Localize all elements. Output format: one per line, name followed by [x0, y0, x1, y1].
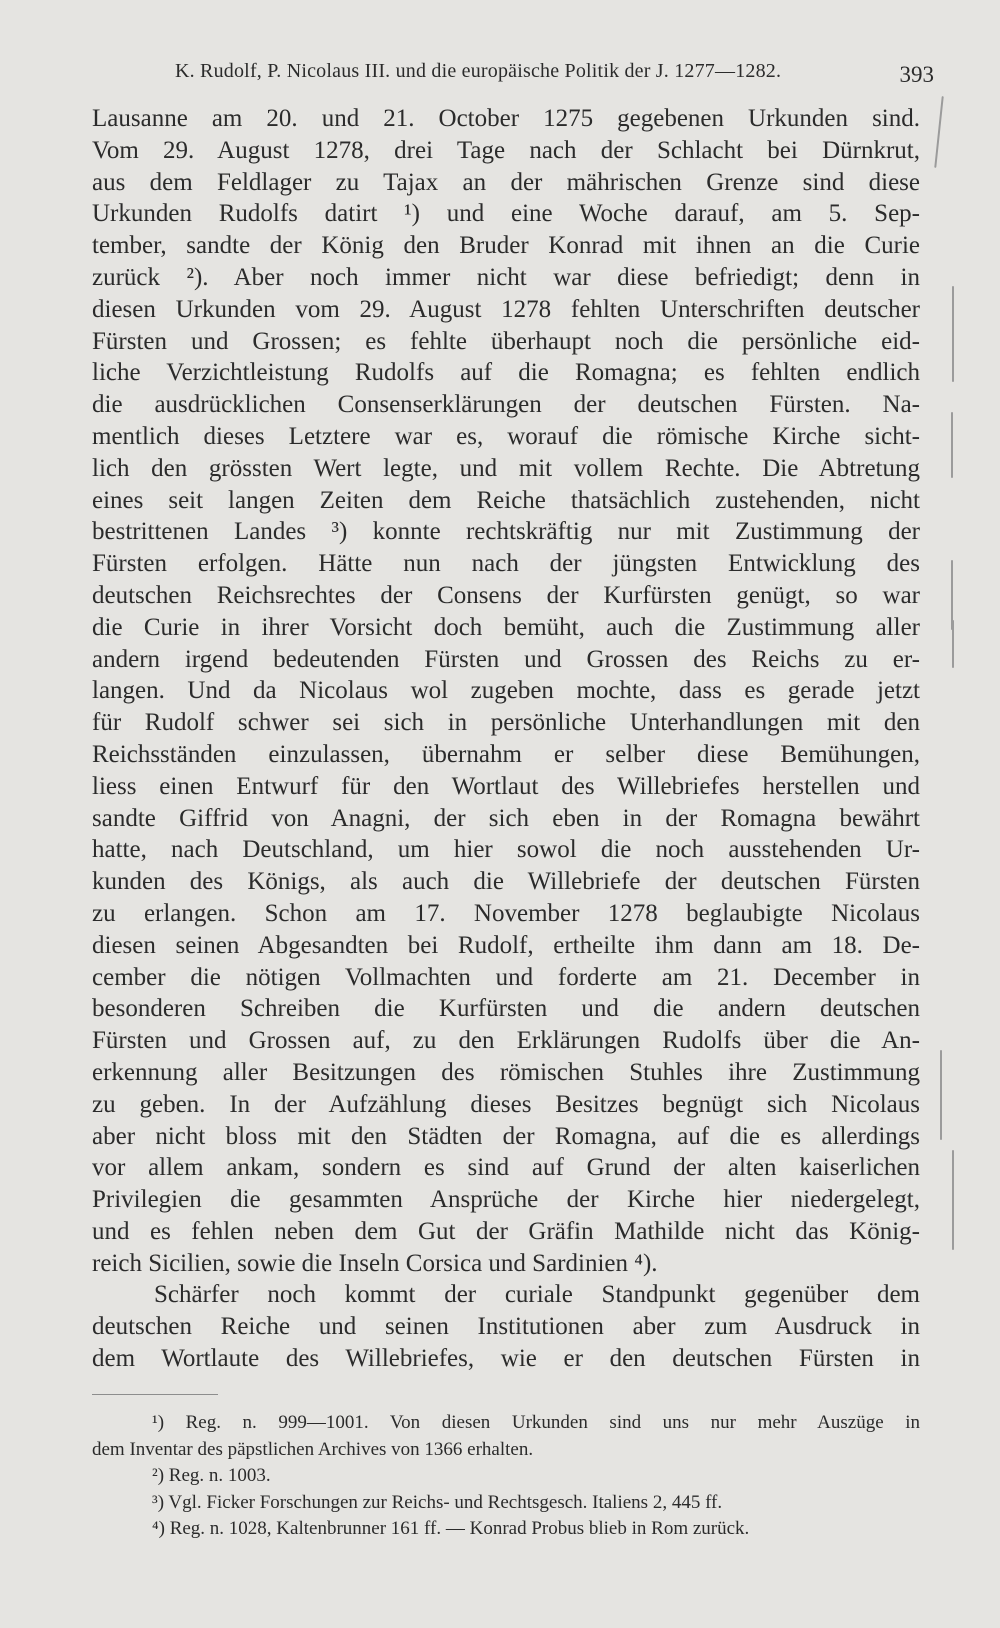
text-line: kunden des Königs, als auch die Willebriefe der deutschen Fürsten [92, 868, 920, 896]
text-line: lich den grössten Wert legte, und mit vollem Rechte. Die Abtretung [92, 454, 920, 482]
text-line: eines seit langen Zeiten dem Reiche thatsächlich zustehenden, nicht [92, 486, 920, 514]
text-line: und es fehlen neben dem Gut der Gräfin Mathilde nicht das König- [92, 1217, 920, 1245]
text-line: die Curie in ihrer Vorsicht doch bemüht, auch die Zustimmung aller [92, 613, 920, 641]
footnote-4: ⁴) Reg. n. 1028, Kaltenbrunner 161 ff. — Konrad Probus blieb in Rom zurück. [152, 1518, 750, 1540]
margin-pencil-mark [951, 412, 953, 478]
text-line: deutschen Reiche und seinen Institutionen aber zum Ausdruck in [92, 1313, 920, 1341]
text-line: zu erlangen. Schon am 17. November 1278 beglaubigte Nicolaus [92, 899, 920, 927]
text-line: Reichsständen einzulassen, übernahm er selber diese Bemühungen, [92, 740, 920, 768]
margin-pencil-mark [952, 620, 954, 668]
text-line: zu geben. In der Aufzählung dieses Besitzes begnügt sich Nicolaus [92, 1090, 920, 1118]
text-line: Urkunden Rudolfs datirt ¹) und eine Woche darauf, am 5. Sep- [92, 200, 920, 228]
text-line: Privilegien die gesammten Ansprüche der Kirche hier niedergelegt, [92, 1186, 920, 1214]
footnote-2: ²) Reg. n. 1003. [152, 1465, 271, 1487]
text-line: langen. Und da Nicolaus wol zugeben mochte, dass es gerade jetzt [92, 677, 920, 705]
footnote-3: ³) Vgl. Ficker Forschungen zur Reichs- und Rechtsgesch. Italiens 2, 445 ff. [152, 1491, 723, 1513]
text-line: diesen Urkunden vom 29. August 1278 fehlten Unterschriften deutscher [92, 295, 920, 323]
text-line: Fürsten und Grossen; es fehlte überhaupt noch die persönliche eid- [92, 327, 920, 355]
margin-pencil-mark [952, 1150, 954, 1250]
running-head [92, 56, 934, 86]
text-line: aber nicht bloss mit den Städten der Romagna, auf die es allerdings [92, 1122, 920, 1150]
text-line: die ausdrücklichen Consenserklärungen der deutschen Fürsten. Na- [92, 391, 920, 419]
footnotes [92, 1410, 920, 1543]
text-line: sandte Giffrid von Anagni, der sich eben in der Romagna bewährt [92, 804, 920, 832]
text-line: besonderen Schreiben die Kurfürsten und die andern deutschen [92, 995, 920, 1023]
paragraph-start-line: Schärfer noch kommt der curiale Standpunkt gegenüber dem [154, 1281, 920, 1309]
text-line: hatte, nach Deutschland, um hier sowol die noch ausstehenden Ur- [92, 836, 920, 864]
text-line: liess einen Entwurf für den Wortlaut des Willebriefes herstellen und [92, 772, 920, 800]
text-line: zurück ²). Aber noch immer nicht war diese befriedigt; denn in [92, 263, 920, 291]
text-line: erkennung aller Besitzungen des römischen Stuhles ihre Zustimmung [92, 1058, 920, 1086]
text-line: mentlich dieses Letztere war es, worauf die römische Kirche sicht- [92, 422, 920, 450]
text-line: Fürsten und Grossen auf, zu den Erklärungen Rudolfs über die An- [92, 1027, 920, 1055]
text-line: diesen seinen Abgesandten bei Rudolf, ertheilte ihm dann am 18. De- [92, 931, 920, 959]
footnote-1: ¹) Reg. n. 999—1001. Von diesen Urkunden sind uns nur mehr Auszüge in [152, 1412, 920, 1433]
footnote-rule [92, 1394, 218, 1395]
text-line: Fürsten erfolgen. Hätte nun nach der jüngsten Entwicklung des [92, 550, 920, 578]
text-line: bestrittenen Landes ³) konnte rechtskräftig nur mit Zustimmung der [92, 518, 920, 546]
text-line: Lausanne am 20. und 21. October 1275 gegebenen Urkunden sind. [92, 105, 920, 132]
footnote-1-continuation: dem Inventar des päpstlichen Archives von 1366 erhalten. [92, 1438, 534, 1460]
text-line: cember die nötigen Vollmachten und forderte am 21. December in [92, 963, 920, 991]
margin-pencil-mark [934, 96, 944, 168]
text-line: vor allem ankam, sondern es sind auf Grund der alten kaiserlichen [92, 1154, 920, 1182]
text-line: liche Verzichtleistung Rudolfs auf die Romagna; es fehlten endlich [92, 359, 920, 387]
text-line: tember, sandte der König den Bruder Konrad mit ihnen an die Curie [92, 232, 920, 260]
margin-pencil-mark [940, 1050, 942, 1140]
margin-pencil-mark [952, 286, 954, 382]
text-line: deutschen Reichsrechtes der Consens der Kurfürsten genügt, so war [92, 581, 920, 609]
text-line: dem Wortlaute des Willebriefes, wie er den deutschen Fürsten in [92, 1345, 920, 1373]
text-line: aus dem Feldlager zu Tajax an der mährischen Grenze sind diese [92, 168, 920, 196]
text-line: andern irgend bedeutenden Fürsten und Grossen des Reichs zu er- [92, 645, 920, 673]
body-text [92, 103, 920, 1375]
page-number: 393 [899, 62, 934, 87]
running-title: K. Rudolf, P. Nicolaus III. und die europäische Politik der J. 1277—1282. [175, 60, 782, 82]
paragraph-end-line: reich Sicilien, sowie die Inseln Corsica und Sardinien ⁴). [92, 1249, 658, 1277]
text-line: für Rudolf schwer sei sich in persönliche Unterhandlungen mit den [92, 709, 920, 737]
text-line: Vom 29. August 1278, drei Tage nach der Schlacht bei Dürnkrut, [92, 136, 920, 164]
